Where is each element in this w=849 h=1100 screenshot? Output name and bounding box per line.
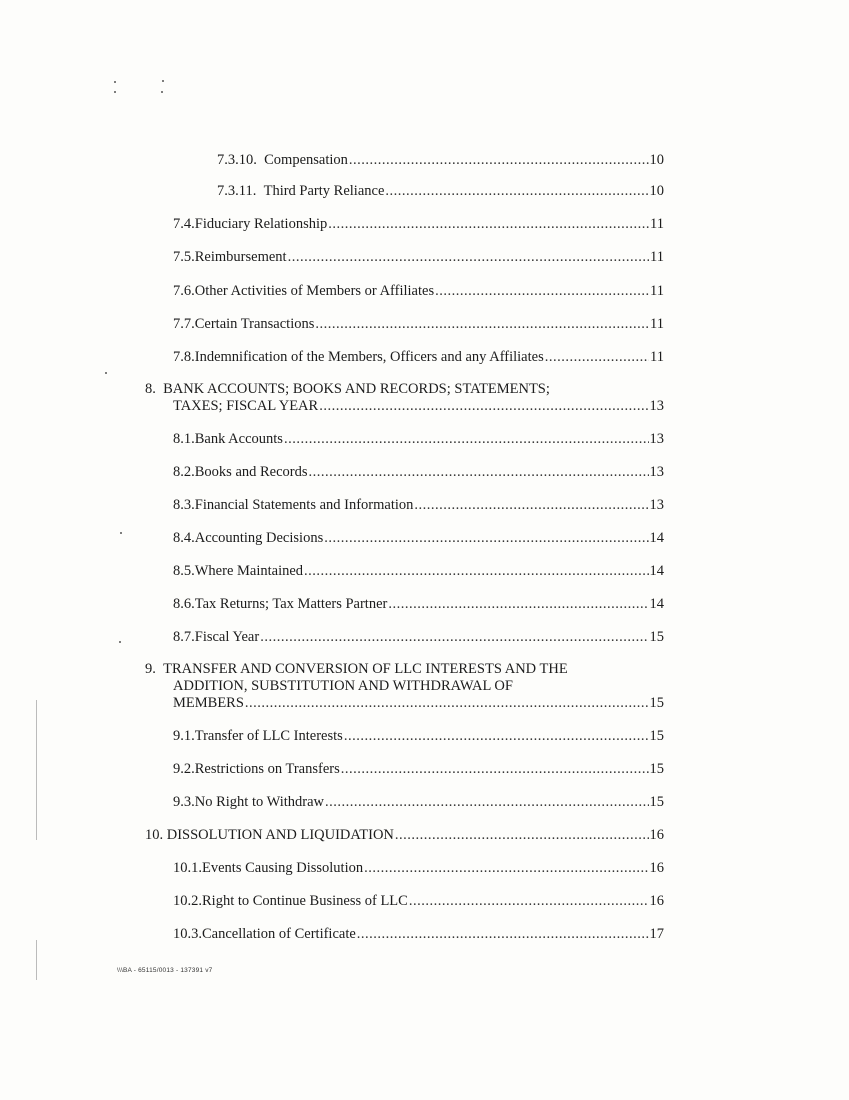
toc-number: 8.7. bbox=[173, 629, 195, 645]
toc-page: 13 bbox=[649, 464, 664, 480]
toc-entry-8-5 bbox=[173, 562, 664, 580]
toc-title: Certain Transactions bbox=[194, 316, 315, 332]
dot-leader bbox=[315, 315, 649, 333]
toc-title: DISSOLUTION AND LIQUIDATION bbox=[166, 827, 394, 843]
toc-entry-10-2 bbox=[173, 892, 664, 910]
toc-entry-10-3 bbox=[173, 925, 664, 943]
toc-title: No Right to Withdraw bbox=[194, 794, 324, 810]
toc-page: 14 bbox=[649, 530, 664, 546]
toc-number: 10. bbox=[145, 827, 164, 843]
toc-section-9-heading-cont bbox=[173, 694, 664, 712]
toc-title: Cancellation of Certificate bbox=[202, 926, 356, 942]
toc-number: 7.4. bbox=[173, 216, 195, 232]
toc-number: 9.3. bbox=[173, 794, 195, 810]
toc-page: 15 bbox=[649, 728, 664, 744]
scan-speck bbox=[120, 532, 122, 534]
toc-page: 11 bbox=[650, 216, 664, 232]
dot-leader bbox=[284, 430, 649, 448]
scan-speck bbox=[162, 80, 164, 82]
toc-page: 13 bbox=[649, 398, 664, 414]
toc-page: 15 bbox=[649, 761, 664, 777]
toc-number: 9. bbox=[145, 661, 156, 677]
toc-page: 15 bbox=[649, 695, 664, 711]
toc-entry-7-3-10 bbox=[217, 151, 664, 169]
dot-leader bbox=[309, 463, 649, 481]
toc-title: Financial Statements and Information bbox=[194, 497, 414, 513]
toc-page: 16 bbox=[649, 860, 664, 876]
dot-leader bbox=[260, 628, 648, 646]
toc-section-10-heading bbox=[145, 826, 664, 844]
toc-number: 9.2. bbox=[173, 761, 195, 777]
toc-entry-8-2 bbox=[173, 463, 664, 481]
dot-leader bbox=[341, 760, 649, 778]
dot-leader bbox=[319, 397, 648, 415]
dot-leader bbox=[414, 496, 648, 514]
toc-number: 8.3. bbox=[173, 497, 195, 513]
toc-number: 7.8. bbox=[173, 349, 195, 365]
toc-number: 8.5. bbox=[173, 563, 195, 579]
toc-page: 10 bbox=[649, 152, 664, 168]
toc-section-9-heading bbox=[145, 660, 568, 678]
toc-page: 13 bbox=[649, 431, 664, 447]
toc-entry-7-8 bbox=[173, 348, 664, 366]
dot-leader bbox=[545, 348, 649, 366]
toc-title: Indemnification of the Members, Officers and any Affiliates bbox=[194, 349, 544, 365]
toc-entry-10-1 bbox=[173, 859, 664, 877]
toc-number: 9.1. bbox=[173, 728, 195, 744]
toc-entry-7-5 bbox=[173, 248, 664, 266]
toc-page: 11 bbox=[650, 349, 664, 365]
toc-number: 8.4. bbox=[173, 530, 195, 546]
toc-title: Bank Accounts bbox=[194, 431, 283, 447]
toc-entry-8-6 bbox=[173, 595, 664, 613]
toc-page: 14 bbox=[649, 563, 664, 579]
toc-page: 11 bbox=[650, 249, 664, 265]
toc-title: Events Causing Dissolution bbox=[202, 860, 364, 876]
toc-title: Other Activities of Members or Affiliates bbox=[194, 283, 435, 299]
toc-page: 14 bbox=[649, 596, 664, 612]
toc-entry-7-7 bbox=[173, 315, 664, 333]
toc-title: Where Maintained bbox=[194, 563, 304, 579]
dot-leader bbox=[328, 215, 649, 233]
toc-entry-9-1 bbox=[173, 727, 664, 745]
dot-leader bbox=[325, 793, 649, 811]
dot-leader bbox=[388, 595, 648, 613]
toc-title: Accounting Decisions bbox=[194, 530, 324, 546]
toc-title: Transfer of LLC Interests bbox=[194, 728, 343, 744]
toc-page: 16 bbox=[649, 827, 664, 843]
toc-title: Fiduciary Relationship bbox=[194, 216, 328, 232]
toc-number: 10.2. bbox=[173, 893, 202, 909]
toc-number: 8.2. bbox=[173, 464, 195, 480]
toc-number: 8.1. bbox=[173, 431, 195, 447]
toc-number: 10.3. bbox=[173, 926, 202, 942]
scan-speck bbox=[114, 91, 116, 93]
scan-mark bbox=[36, 700, 37, 840]
toc-number: 8. bbox=[145, 381, 156, 397]
toc-title: ADDITION, SUBSTITUTION AND WITHDRAWAL OF bbox=[173, 678, 513, 694]
toc-title: Third Party Reliance bbox=[263, 183, 385, 199]
toc-title: MEMBERS bbox=[173, 695, 244, 711]
toc-entry-9-2 bbox=[173, 760, 664, 778]
toc-title: TRANSFER AND CONVERSION OF LLC INTERESTS AND THE bbox=[163, 661, 568, 677]
toc-section-8-heading bbox=[145, 380, 550, 398]
toc-title: Books and Records bbox=[194, 464, 308, 480]
scan-speck bbox=[114, 81, 116, 83]
toc-entry-8-7 bbox=[173, 628, 664, 646]
scan-speck bbox=[161, 91, 163, 93]
toc-number: 10.1. bbox=[173, 860, 202, 876]
dot-leader bbox=[304, 562, 648, 580]
scan-speck bbox=[119, 641, 121, 643]
toc-page: 13 bbox=[649, 497, 664, 513]
dot-leader bbox=[409, 892, 649, 910]
toc-entry-8-4 bbox=[173, 529, 664, 547]
toc-number: 8.6. bbox=[173, 596, 195, 612]
toc-page: 16 bbox=[649, 893, 664, 909]
dot-leader bbox=[364, 859, 648, 877]
toc-entry-7-6 bbox=[173, 282, 664, 300]
toc-page: 17 bbox=[649, 926, 664, 942]
toc-section-9-heading-cont bbox=[173, 677, 513, 695]
toc-title: Right to Continue Business of LLC bbox=[202, 893, 408, 909]
dot-leader bbox=[395, 826, 649, 844]
toc-title: TAXES; FISCAL YEAR bbox=[173, 398, 319, 414]
toc-page: 11 bbox=[650, 283, 664, 299]
dot-leader bbox=[324, 529, 648, 547]
toc-section-8-heading-cont bbox=[173, 397, 664, 415]
document-id-footer: \\\BA - 65115/0013 - 137391 v7 bbox=[117, 967, 213, 974]
scan-speck bbox=[105, 372, 107, 374]
toc-entry-7-4 bbox=[173, 215, 664, 233]
toc-title: Compensation bbox=[264, 152, 348, 168]
toc-entry-7-3-11 bbox=[217, 182, 664, 200]
toc-number: 7.7. bbox=[173, 316, 195, 332]
toc-title: Tax Returns; Tax Matters Partner bbox=[194, 596, 388, 612]
dot-leader bbox=[349, 151, 649, 169]
toc-page: 15 bbox=[649, 629, 664, 645]
toc-page: 10 bbox=[649, 183, 664, 199]
dot-leader bbox=[245, 694, 649, 712]
dot-leader bbox=[357, 925, 649, 943]
dot-leader bbox=[288, 248, 649, 266]
toc-title: BANK ACCOUNTS; BOOKS AND RECORDS; STATEMENTS; bbox=[163, 381, 550, 397]
toc-number: 7.3.10. bbox=[217, 152, 257, 168]
dot-leader bbox=[344, 727, 649, 745]
toc-entry-8-3 bbox=[173, 496, 664, 514]
toc-page: 11 bbox=[650, 316, 664, 332]
scan-mark bbox=[36, 940, 37, 980]
toc-title: Reimbursement bbox=[194, 249, 287, 265]
toc-title: Restrictions on Transfers bbox=[194, 761, 340, 777]
toc-entry-8-1 bbox=[173, 430, 664, 448]
toc-entry-9-3 bbox=[173, 793, 664, 811]
toc-title: Fiscal Year bbox=[194, 629, 260, 645]
toc-number: 7.5. bbox=[173, 249, 195, 265]
toc-page: 15 bbox=[649, 794, 664, 810]
dot-leader bbox=[385, 182, 648, 200]
dot-leader bbox=[435, 282, 649, 300]
toc-number: 7.3.11. bbox=[217, 183, 257, 199]
toc-number: 7.6. bbox=[173, 283, 195, 299]
